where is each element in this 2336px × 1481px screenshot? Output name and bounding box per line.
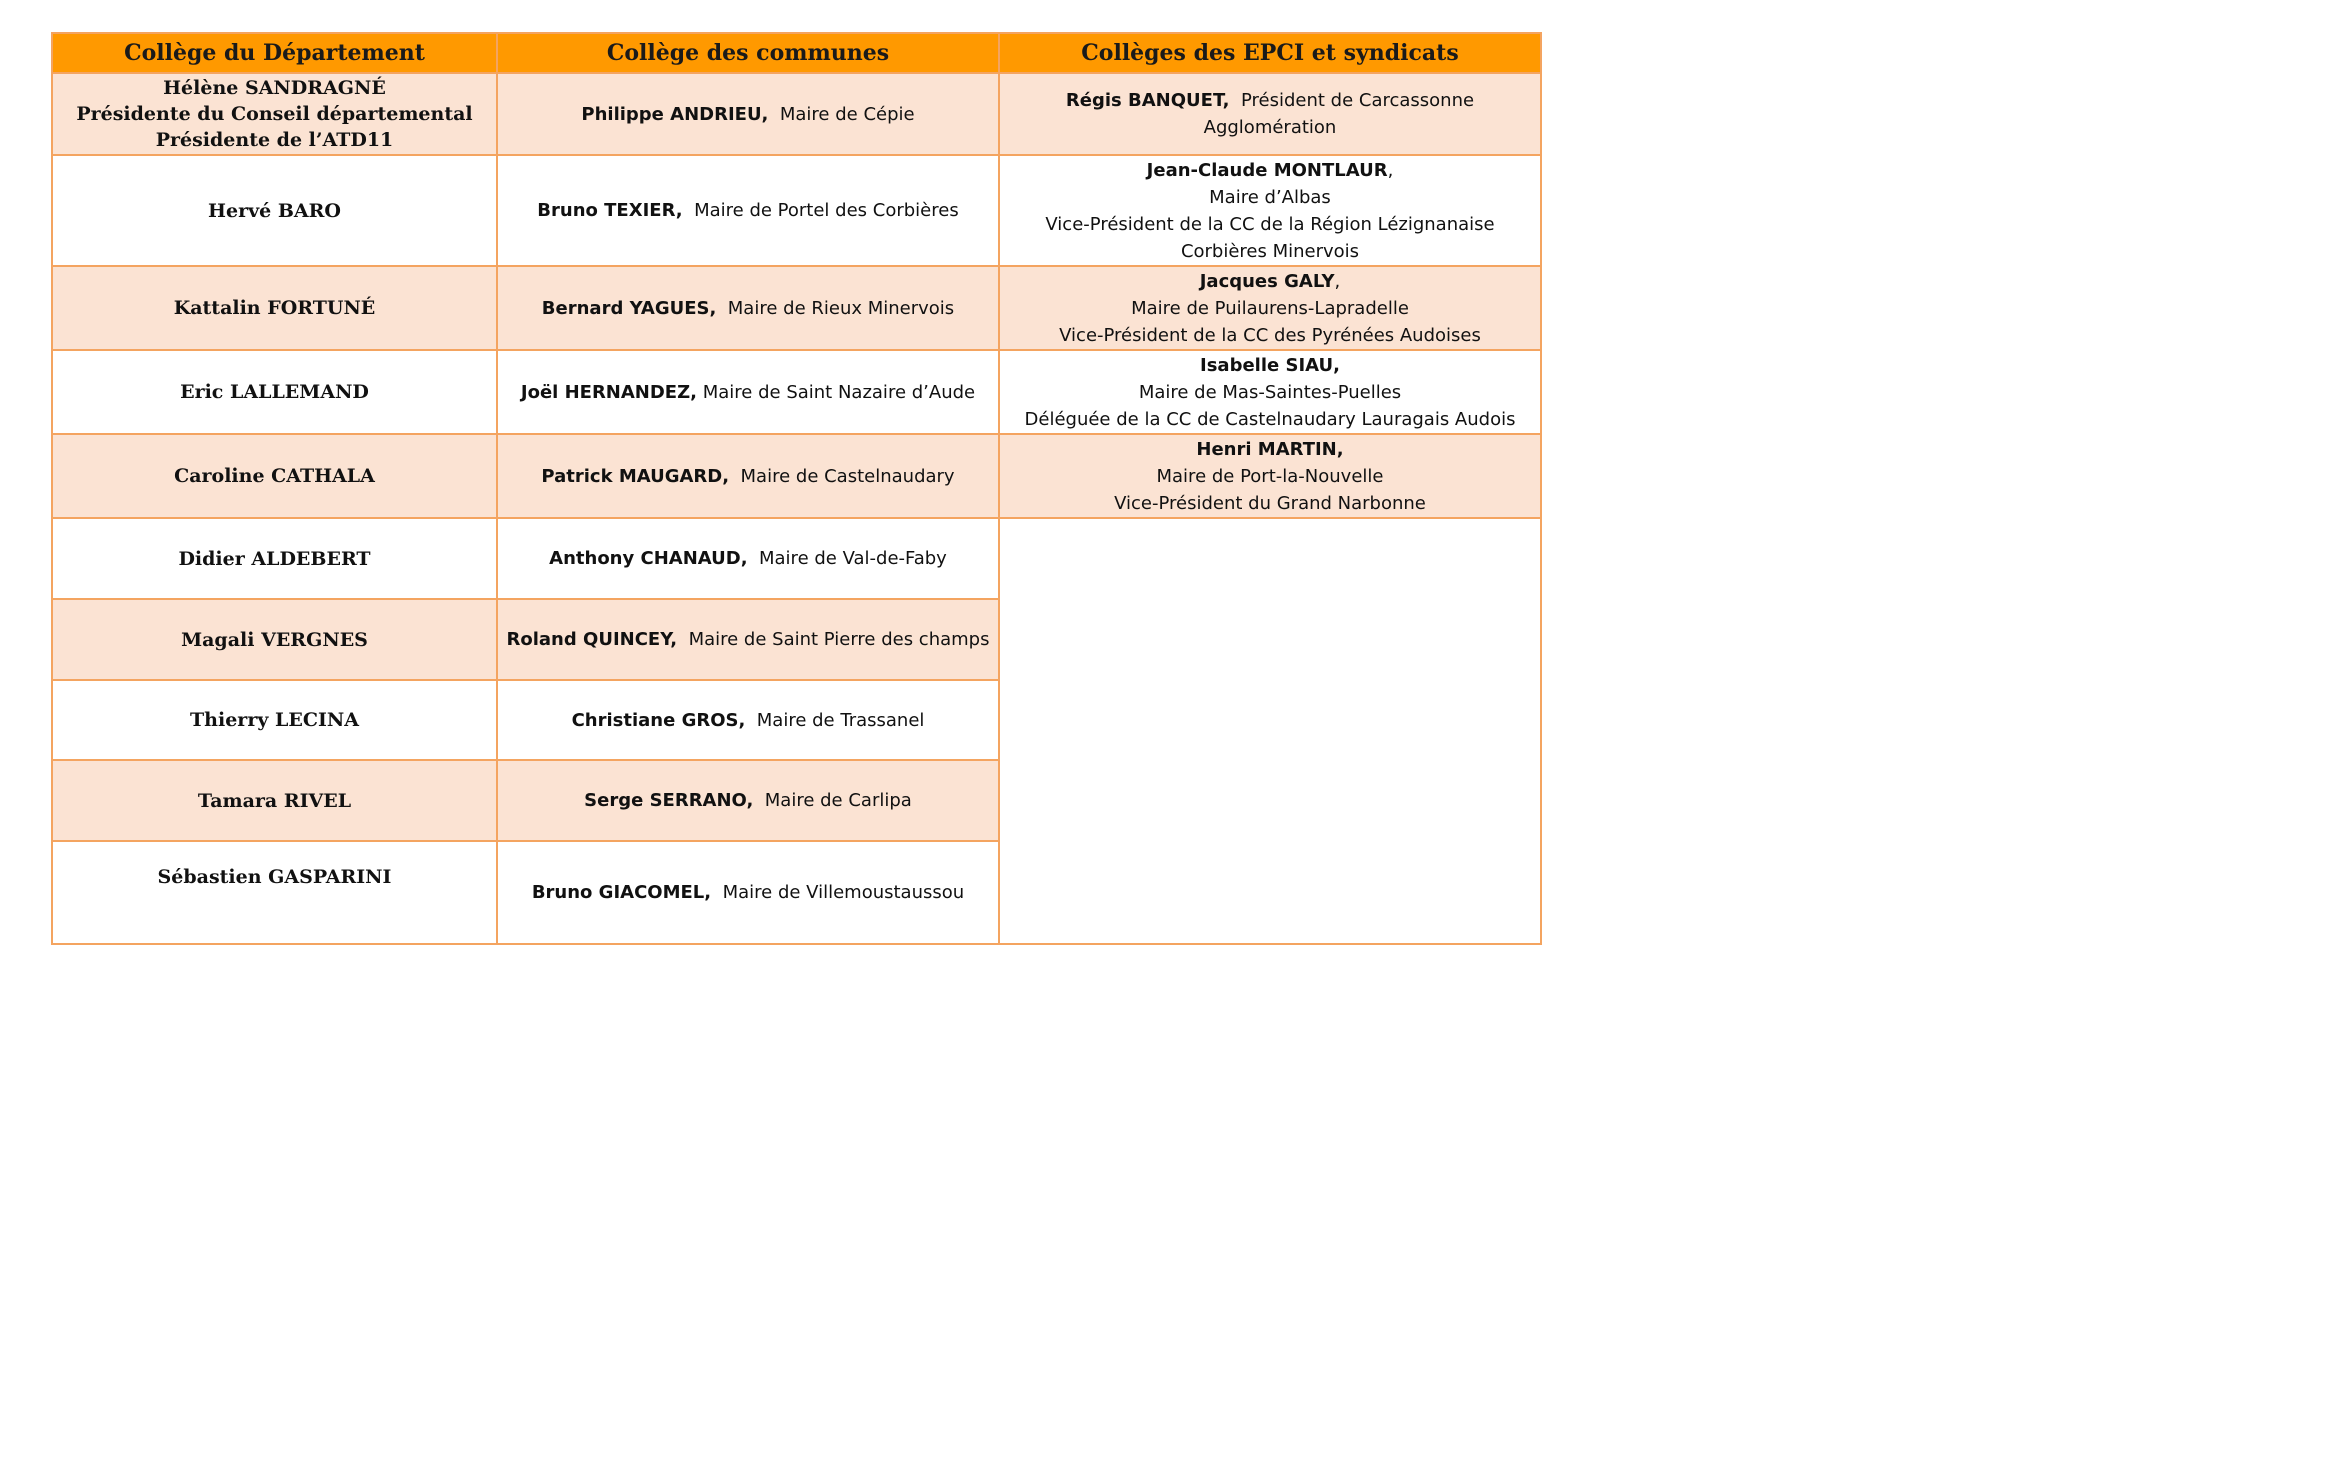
member-name: Henri MARTIN,	[1196, 438, 1344, 460]
member-name: Tamara RIVEL	[197, 789, 352, 812]
member-role: Vice-Président de la CC de la Région Lézignanaise	[1045, 213, 1495, 235]
member-name: Caroline CATHALA	[174, 465, 375, 487]
member-role: Maire de Portel des Corbières	[694, 200, 959, 221]
member-title: Présidente du Conseil départemental	[76, 103, 473, 125]
header-epci: Collèges des EPCI et syndicats	[1000, 34, 1540, 74]
member-name: Joël HERNANDEZ,	[520, 381, 697, 403]
member-name: Eric LALLEMAND	[180, 381, 369, 403]
member-role: Vice-Président du Grand Narbonne	[1114, 492, 1426, 514]
departement-row	[53, 681, 496, 761]
member-role: Maire de Val-de-Faby	[759, 548, 947, 569]
member-role: Maire de Puilaurens-Lapradelle	[1131, 297, 1409, 319]
epci-column	[1000, 34, 1540, 1024]
departement-row	[53, 156, 496, 267]
departement-row	[53, 435, 496, 519]
member-name: Anthony CHANAUD,	[549, 548, 748, 569]
member-name: Hélène SANDRAGNÉ	[163, 77, 386, 99]
communes-row	[498, 600, 998, 681]
member-name: Philippe ANDRIEU,	[581, 103, 769, 125]
communes-row	[498, 681, 998, 761]
member-role: Maire de Saint Nazaire d’Aude	[702, 381, 976, 403]
member-role: Président de Carcassonne	[1240, 90, 1475, 111]
header-communes: Collège des communes	[498, 34, 998, 74]
members-table	[51, 32, 1542, 945]
member-name: Jean-Claude MONTLAUR	[1146, 159, 1388, 181]
member-name: Sébastien GASPARINI	[157, 866, 392, 888]
member-role: Maire de Port-la-Nouvelle	[1156, 465, 1384, 487]
epci-row	[1000, 156, 1540, 267]
member-name: Bernard YAGUES,	[541, 297, 717, 319]
departement-row	[53, 600, 496, 681]
communes-row	[498, 156, 998, 267]
name-comma: ,	[1334, 270, 1341, 292]
communes-column	[498, 34, 1000, 943]
member-role: Maire de Saint Pierre des champs	[688, 629, 990, 650]
member-role: Maire de Carlipa	[764, 790, 912, 811]
member-name: Magali VERGNES	[181, 628, 368, 651]
member-title: Présidente de l’ATD11	[155, 129, 394, 151]
member-name: Christiane GROS,	[571, 709, 746, 731]
member-role: Maire de Castelnaudary	[740, 465, 955, 487]
epci-row	[1000, 267, 1540, 351]
epci-row	[1000, 74, 1540, 156]
communes-row	[498, 267, 998, 351]
communes-row	[498, 435, 998, 519]
communes-row	[498, 74, 998, 156]
member-role: Vice-Président de la CC des Pyrénées Audoises	[1059, 324, 1481, 346]
member-name: Bruno GIACOMEL,	[531, 882, 712, 903]
member-name: Jacques GALY	[1199, 270, 1335, 292]
member-name: Régis BANQUET,	[1065, 90, 1230, 111]
member-name: Serge SERRANO,	[584, 790, 754, 811]
member-name: Hervé BARO	[208, 199, 341, 222]
departement-row	[53, 519, 496, 600]
communes-row	[498, 351, 998, 435]
departement-row	[53, 267, 496, 351]
name-comma: ,	[1387, 159, 1394, 181]
departement-row	[53, 351, 496, 435]
epci-row	[1000, 435, 1540, 519]
member-role: Agglomération	[1203, 117, 1337, 138]
member-role: Maire d’Albas	[1209, 186, 1331, 208]
epci-row	[1000, 351, 1540, 435]
departement-column	[53, 34, 498, 943]
member-name: Thierry LECINA	[190, 709, 359, 731]
member-name: Didier ALDEBERT	[178, 547, 371, 570]
member-role: Maire de Mas-Saintes-Puelles	[1138, 381, 1402, 403]
member-name: Roland QUINCEY,	[506, 629, 678, 650]
member-name: Isabelle SIAU,	[1200, 354, 1340, 376]
member-role: Maire de Trassanel	[756, 709, 925, 731]
member-name: Kattalin FORTUNÉ	[173, 297, 376, 319]
member-name: Bruno TEXIER,	[537, 200, 683, 221]
member-role: Maire de Rieux Minervois	[727, 297, 955, 319]
header-departement: Collège du Département	[53, 34, 496, 74]
communes-row	[498, 842, 998, 943]
departement-row	[53, 761, 496, 842]
communes-row	[498, 519, 998, 600]
departement-row	[53, 842, 496, 943]
departement-row	[53, 74, 496, 156]
epci-empty-cell	[1000, 519, 1540, 1024]
member-name: Patrick MAUGARD,	[541, 465, 730, 487]
member-role: Maire de Cépie	[779, 103, 915, 125]
member-role: Déléguée de la CC de Castelnaudary Lauragais Audois	[1024, 408, 1516, 430]
communes-row	[498, 761, 998, 842]
member-role: Corbières Minervois	[1180, 240, 1360, 262]
member-role: Maire de Villemoustaussou	[722, 882, 965, 903]
